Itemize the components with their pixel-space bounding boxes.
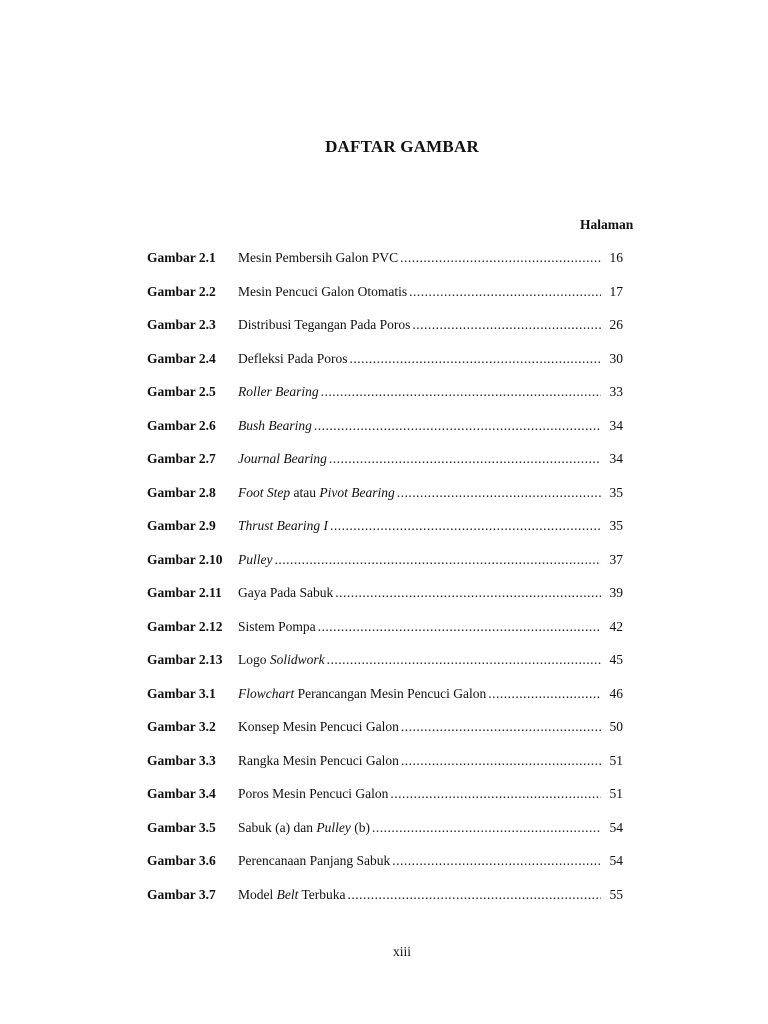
figure-label: Gambar 2.4 [147,350,216,366]
figure-entry [147,650,623,684]
figure-title [238,617,316,637]
figure-title-part: Konsep Mesin Pencuci Galon [238,719,399,734]
figure-label: Gambar 2.8 [147,484,216,500]
figure-title-part: Mesin Pembersih Galon PVC [238,250,399,265]
figure-page: 26 [609,317,623,332]
figure-title-part: Flowchart [238,685,295,701]
figure-page: 34 [609,451,623,466]
dot-leader [401,717,601,737]
figure-entry [147,516,623,550]
figure-label: Gambar 2.5 [147,384,216,399]
dot-leader [314,416,601,436]
page-number: xiii [392,944,411,959]
figure-title [238,583,333,603]
figure-title-part: Pulley [238,551,273,567]
dot-leader [349,349,601,369]
figure-title [238,416,312,436]
figure-label: Gambar 3.2 [147,719,216,734]
figure-title [238,382,319,402]
figure-label: Gambar 3.4 [147,786,216,801]
figure-page: 51 [609,786,623,801]
figure-title [238,818,370,838]
figure-page: 37 [609,551,623,567]
dot-leader [318,617,601,637]
figure-label: Gambar 3.6 [147,853,216,868]
figure-entry [147,717,623,751]
figure-title [238,483,395,503]
figure-page: 45 [609,652,623,667]
figure-title-part: Roller Bearing [238,384,319,399]
figure-title-part: Thrust Bearing I [238,518,329,533]
page-title: DAFTAR GAMBAR [325,137,479,156]
figure-title [238,550,272,570]
figure-page: 54 [609,819,623,835]
figure-page: 35 [609,484,623,500]
dot-leader [329,449,601,469]
figure-title [238,248,398,268]
dot-leader [412,315,601,335]
dot-leader [401,751,601,771]
dot-leader [335,583,601,603]
dot-leader [397,483,601,503]
figure-page: 50 [609,719,623,734]
figure-title-part: Pulley [316,819,351,835]
figure-title [238,885,346,905]
dot-leader [327,650,601,670]
figure-title-part: Rangka Mesin Pencuci Galon [238,752,399,768]
page-column-header: Halaman [580,217,634,232]
figure-title-part: Distribusi Tegangan Pada Poros [238,317,411,332]
dot-leader [400,248,601,268]
figure-list [147,248,623,918]
figure-page: 39 [609,585,623,600]
figure-title [238,282,407,302]
figure-title [238,650,325,670]
figure-entry [147,315,623,349]
figure-title [238,684,486,704]
figure-title-part: Solidwork [269,652,325,667]
figure-label: Gambar 3.7 [147,886,216,902]
figure-page: 55 [609,886,623,902]
dot-leader [409,282,601,302]
figure-entry [147,282,623,316]
figure-label: Gambar 2.2 [147,283,216,299]
figure-entry [147,449,623,483]
figure-label: Gambar 2.11 [147,585,222,600]
figure-label: Gambar 2.3 [147,317,216,332]
figure-label: Gambar 2.13 [147,652,223,667]
figure-entry [147,483,623,517]
figure-title-part: Belt [276,886,299,902]
figure-title [238,315,410,335]
figure-title [238,851,390,871]
figure-entry [147,684,623,718]
figure-entry [147,851,623,885]
figure-page: 34 [609,417,623,433]
dot-leader [321,382,601,402]
figure-entry [147,784,623,818]
dot-leader [372,818,601,838]
figure-title-part: Perancangan Mesin Pencuci Galon [294,685,487,701]
dot-leader [488,684,601,704]
figure-title-part: Defleksi Pada Poros [238,350,348,366]
figure-title-part: Gaya Pada Sabuk [238,585,334,600]
figure-label: Gambar 3.3 [147,752,216,768]
figure-page: 51 [609,752,623,768]
figure-label: Gambar 2.7 [147,451,216,466]
figure-title [238,751,399,771]
figure-title-part: Terbuka [298,886,346,902]
figure-page: 16 [609,250,623,265]
figure-label: Gambar 3.1 [147,685,216,701]
figure-page: 46 [609,685,623,701]
figure-page: 42 [609,618,623,634]
dot-leader [274,550,601,570]
figure-title [238,784,388,804]
figure-entry [147,818,623,852]
figure-title [238,717,399,737]
figure-entry [147,885,623,919]
figure-title-part: Bush Bearing [238,417,312,433]
figure-label: Gambar 2.9 [147,518,216,533]
figure-entry [147,550,623,584]
figure-entry [147,248,623,282]
figure-page: 33 [609,384,623,399]
figure-title-part: Perencanaan Panjang Sabuk [238,853,391,868]
figure-title [238,349,347,369]
figure-title-part: Foot Step [238,484,291,500]
figure-entry [147,349,623,383]
figure-title-part: (b) [350,819,370,835]
dot-leader [348,885,601,905]
dot-leader [390,784,601,804]
figure-entry [147,416,623,450]
figure-label: Gambar 2.12 [147,618,223,634]
figure-title [238,516,328,536]
figure-title-part: atau [290,484,320,500]
figure-title-part: Sistem Pompa [238,618,316,634]
figure-entry [147,583,623,617]
figure-title-part: Sabuk (a) dan [238,819,317,835]
figure-title [238,449,327,469]
figure-page: 17 [609,283,623,299]
figure-entry [147,382,623,416]
figure-title-part: Logo [238,652,270,667]
dot-leader [330,516,601,536]
figure-entry [147,751,623,785]
figure-label: Gambar 2.10 [147,551,223,567]
figure-label: Gambar 3.5 [147,819,216,835]
figure-title-part: Pivot Bearing [319,484,395,500]
figure-title-part: Model [238,886,277,902]
figure-title-part: Journal Bearing [238,451,327,466]
figure-entry [147,617,623,651]
figure-title-part: Mesin Pencuci Galon Otomatis [238,283,408,299]
figure-title-part: Poros Mesin Pencuci Galon [238,786,389,801]
dot-leader [392,851,601,871]
figure-label: Gambar 2.6 [147,417,216,433]
figure-page: 30 [609,350,623,366]
figure-page: 35 [609,518,623,533]
figure-page: 54 [609,853,623,868]
figure-label: Gambar 2.1 [147,250,216,265]
